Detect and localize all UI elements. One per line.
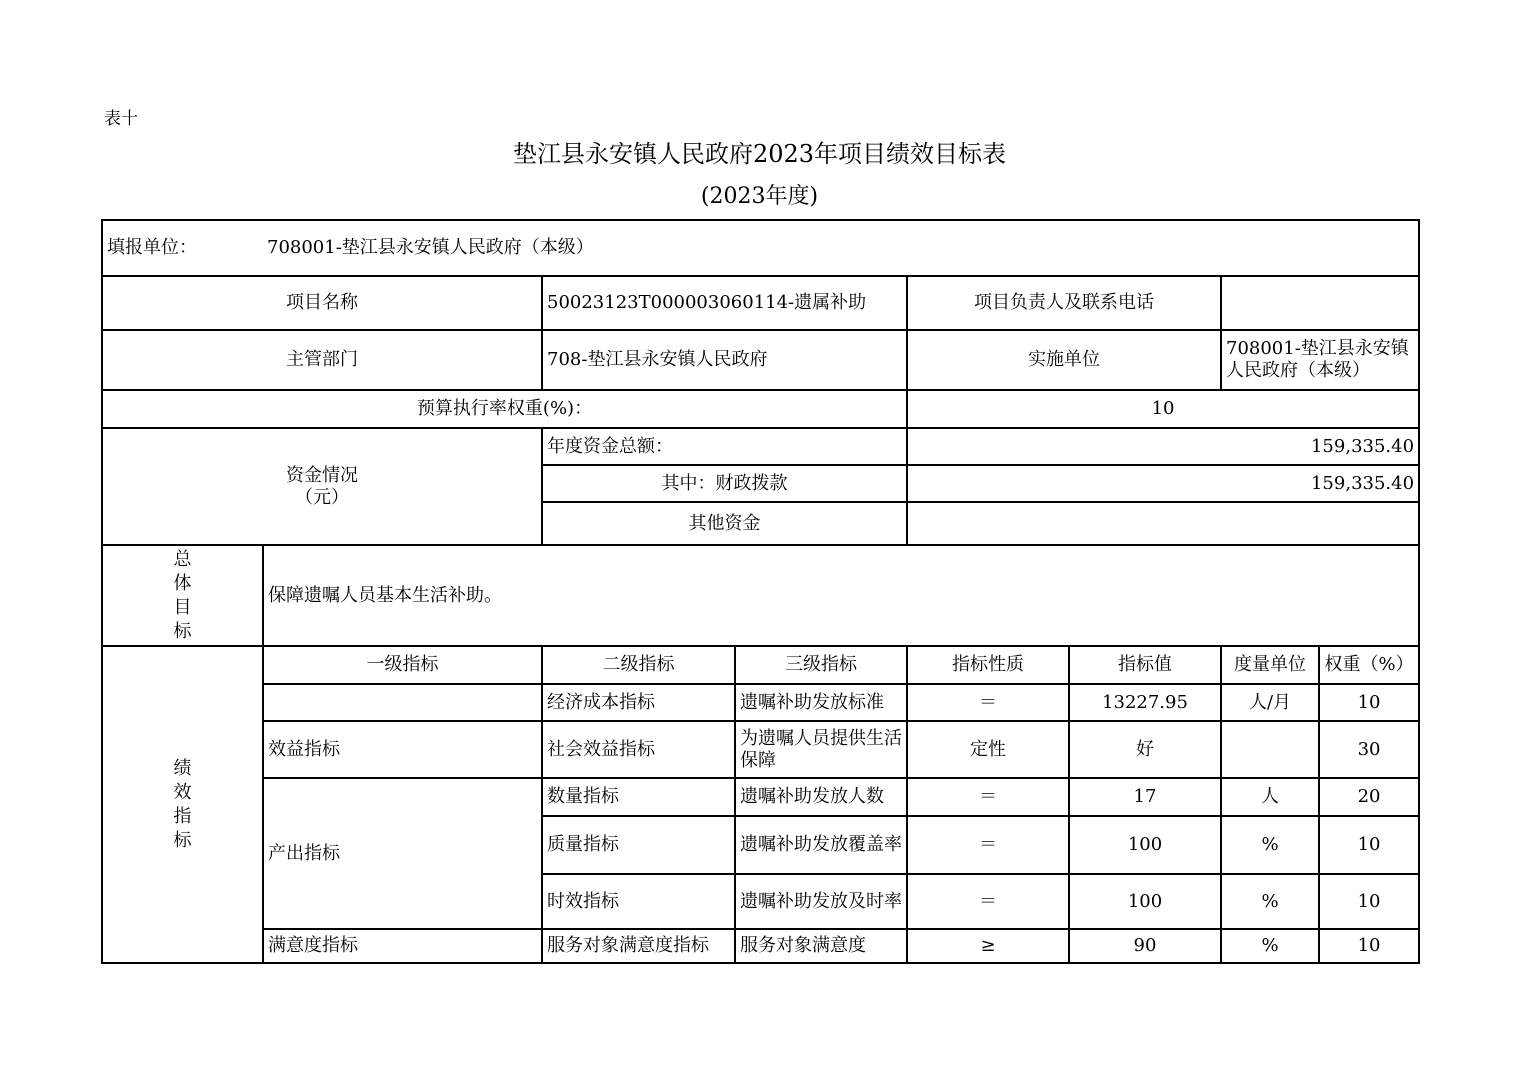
cell-nature: ＝ bbox=[907, 684, 1069, 721]
impl-value: 708001-垫江县永安镇人民政府（本级） bbox=[1221, 330, 1419, 390]
cell-level1: 满意度指标 bbox=[263, 929, 542, 963]
cell-unit: % bbox=[1221, 929, 1319, 963]
cell-level3: 为遗嘱人员提供生活保障 bbox=[735, 721, 907, 778]
cell-level3: 服务对象满意度 bbox=[735, 929, 907, 963]
dept-value: 708-垫江县永安镇人民政府 bbox=[542, 330, 907, 390]
budget-rate-value: 10 bbox=[907, 390, 1419, 428]
budget-rate-label: 预算执行率权重(%)： bbox=[102, 390, 907, 428]
header-level2: 二级指标 bbox=[542, 646, 735, 684]
cell-nature: ＝ bbox=[907, 874, 1069, 929]
perf-label-char: 指 bbox=[173, 805, 192, 827]
cell-value: 90 bbox=[1069, 929, 1221, 963]
cell-unit: 人 bbox=[1221, 778, 1319, 816]
header-level3: 三级指标 bbox=[735, 646, 907, 684]
cell-nature: ≥ bbox=[907, 929, 1069, 963]
cell-weight: 10 bbox=[1319, 929, 1419, 963]
perf-label-char: 标 bbox=[173, 829, 192, 851]
performance-target-table bbox=[101, 219, 1420, 964]
perf-label-char: 绩 bbox=[173, 757, 192, 779]
page-subtitle: (2023年度) bbox=[700, 184, 819, 209]
cell-nature: 定性 bbox=[907, 721, 1069, 778]
perf-indicator-label bbox=[102, 646, 263, 963]
other-funds-value bbox=[907, 502, 1419, 545]
header-nature: 指标性质 bbox=[907, 646, 1069, 684]
cell-unit: % bbox=[1221, 874, 1319, 929]
table-label: 表十 bbox=[104, 109, 138, 129]
project-name-row bbox=[102, 276, 1419, 330]
cell-level3: 遗嘱补助发放标准 bbox=[735, 684, 907, 721]
perf-label-char: 效 bbox=[173, 781, 192, 803]
other-funds-label: 其他资金 bbox=[542, 502, 907, 545]
cell-level2: 数量指标 bbox=[542, 778, 735, 816]
funds-label-line-1: 资金情况 bbox=[286, 464, 358, 486]
cell-weight: 10 bbox=[1319, 874, 1419, 929]
page-title: 垫江县永安镇人民政府2023年项目绩效目标表 bbox=[512, 140, 1007, 168]
cell-level3: 遗嘱补助发放及时率 bbox=[735, 874, 907, 929]
cell-level2: 服务对象满意度指标 bbox=[542, 929, 735, 963]
cell-value: 好 bbox=[1069, 721, 1221, 778]
cell-nature: ＝ bbox=[907, 816, 1069, 874]
cell-unit: 人/月 bbox=[1221, 684, 1319, 721]
table-row bbox=[102, 929, 1419, 963]
cell-value: 100 bbox=[1069, 874, 1221, 929]
project-name-label: 项目名称 bbox=[102, 276, 542, 330]
cell-weight: 20 bbox=[1319, 778, 1419, 816]
table-row bbox=[102, 721, 1419, 778]
overall-goal-char: 目 bbox=[173, 596, 192, 618]
cell-level3: 遗嘱补助发放人数 bbox=[735, 778, 907, 816]
budget-rate-row bbox=[102, 390, 1419, 428]
cell-level1: 效益指标 bbox=[263, 721, 542, 778]
dept-label: 主管部门 bbox=[102, 330, 542, 390]
cell-level2: 时效指标 bbox=[542, 874, 735, 929]
responsible-value bbox=[1221, 276, 1419, 330]
cell-level1: 产出指标 bbox=[263, 778, 542, 929]
fiscal-label: 其中：财政拨款 bbox=[542, 465, 907, 502]
cell-weight: 30 bbox=[1319, 721, 1419, 778]
cell-level2: 经济成本指标 bbox=[542, 684, 735, 721]
cell-value: 100 bbox=[1069, 816, 1221, 874]
cell-unit bbox=[1221, 721, 1319, 778]
fiscal-value: 159,335.40 bbox=[907, 465, 1419, 502]
header-weight: 权重（%） bbox=[1319, 646, 1419, 684]
overall-goal-value: 保障遗嘱人员基本生活补助。 bbox=[263, 545, 1419, 646]
cell-level3: 遗嘱补助发放覆盖率 bbox=[735, 816, 907, 874]
cell-weight: 10 bbox=[1319, 684, 1419, 721]
header-level1: 一级指标 bbox=[263, 646, 542, 684]
dept-row bbox=[102, 330, 1419, 390]
cell-weight: 10 bbox=[1319, 816, 1419, 874]
overall-goal-char: 标 bbox=[173, 620, 192, 642]
overall-goal-char: 总 bbox=[173, 548, 192, 570]
cell-value: 17 bbox=[1069, 778, 1221, 816]
filler-label: 填报单位： bbox=[107, 237, 197, 258]
funds-row-annual bbox=[102, 428, 1419, 465]
impl-label: 实施单位 bbox=[907, 330, 1221, 390]
annual-total-label: 年度资金总额： bbox=[542, 428, 907, 465]
funds-label-line-2: （元） bbox=[295, 486, 349, 508]
indicator-header-row bbox=[102, 646, 1419, 684]
funds-label bbox=[102, 428, 542, 545]
annual-total-value: 159,335.40 bbox=[907, 428, 1419, 465]
cell-unit: % bbox=[1221, 816, 1319, 874]
cell-level2: 社会效益指标 bbox=[542, 721, 735, 778]
filler-cell bbox=[102, 220, 1419, 276]
overall-goal-label bbox=[102, 545, 263, 646]
responsible-label: 项目负责人及联系电话 bbox=[907, 276, 1221, 330]
overall-goal-char: 体 bbox=[173, 572, 192, 594]
cell-nature: ＝ bbox=[907, 778, 1069, 816]
header-unit: 度量单位 bbox=[1221, 646, 1319, 684]
header-value: 指标值 bbox=[1069, 646, 1221, 684]
table-row bbox=[102, 684, 1419, 721]
cell-level2: 质量指标 bbox=[542, 816, 735, 874]
filler-value: 708001-垫江县永安镇人民政府（本级） bbox=[267, 237, 594, 258]
overall-goal-row bbox=[102, 545, 1419, 646]
filler-row bbox=[102, 220, 1419, 276]
cell-value: 13227.95 bbox=[1069, 684, 1221, 721]
table-row bbox=[102, 778, 1419, 816]
cell-level1 bbox=[263, 684, 542, 721]
project-name-value: 50023123T000003060114-遗属补助 bbox=[542, 276, 907, 330]
